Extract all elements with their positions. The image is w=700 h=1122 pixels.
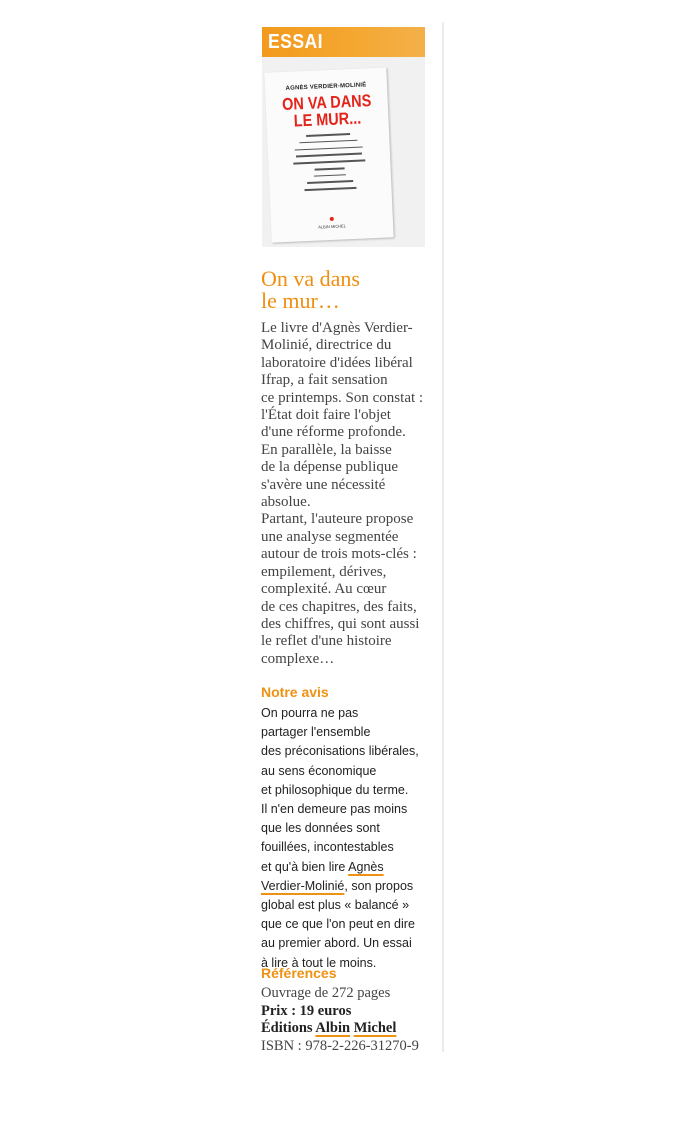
- text-line: autour de trois mots-clés :: [261, 546, 417, 563]
- text-line: s'avère une nécessité: [261, 476, 386, 493]
- text-line: Molinié, directrice du: [261, 337, 392, 354]
- ref-price: Prix : 19 euros: [261, 1002, 352, 1019]
- text-line: On pourra ne pas: [261, 706, 359, 720]
- text-line: fouillées, incontestables: [261, 840, 394, 855]
- avis-body: [261, 704, 441, 973]
- text-line: des chiffres, qui sont aussi: [261, 615, 420, 632]
- article-title: [261, 268, 441, 312]
- publisher-link-michel[interactable]: Michel: [353, 1020, 397, 1036]
- ref-isbn: ISBN : 978-2-226-31270-9: [261, 1037, 419, 1054]
- section-label: ESSAI: [268, 31, 324, 53]
- author-link-first[interactable]: Agnès: [348, 859, 384, 874]
- publisher-link-albin[interactable]: Albin: [315, 1020, 351, 1036]
- text-line: ce printemps. Son constat :: [261, 389, 424, 406]
- cover-title-line: LE MUR...: [293, 108, 362, 131]
- avis-text: et qu'à bien lire: [261, 859, 349, 874]
- text-line: l'État doit faire l'objet: [261, 407, 391, 424]
- article-title-line: le mur…: [261, 288, 340, 313]
- cover-title: [275, 92, 380, 130]
- references-heading: Références: [261, 965, 337, 981]
- text-line: absolue.: [261, 494, 311, 511]
- cover-blurb-lines: [291, 132, 368, 196]
- text-line: à lire à tout le moins.: [261, 955, 377, 970]
- cover-title-line: ON VA DANS: [281, 91, 372, 114]
- ref-publisher-prefix: Éditions: [261, 1020, 316, 1036]
- text-line: complexité. Au cœur: [261, 581, 387, 598]
- avis-text: , son propos: [344, 878, 414, 893]
- text-line: de la dépense publique: [261, 459, 399, 476]
- avis-lines-before: [261, 704, 441, 858]
- text-line: de ces chapitres, des faits,: [261, 598, 417, 615]
- article-body: [261, 320, 441, 668]
- column-divider: [442, 22, 444, 1052]
- avis-lines-after: [261, 896, 441, 973]
- text-line: une analyse segmentée: [261, 528, 399, 545]
- cover-publisher: ALBIN MICHEL: [318, 223, 347, 230]
- text-line: que les données sont: [261, 821, 380, 836]
- text-line: Partant, l'auteure propose: [261, 511, 414, 528]
- text-line: partager l'ensemble: [261, 725, 371, 740]
- text-line: le reflet d'une histoire: [261, 633, 392, 650]
- text-line: Le livre d'Agnès Verdier-: [261, 320, 413, 336]
- text-line: et philosophique du terme.: [261, 782, 409, 797]
- text-line: En parallèle, la baisse: [261, 441, 392, 458]
- avis-heading: Notre avis: [261, 684, 329, 700]
- text-line: laboratoire d'idées libéral: [261, 354, 413, 371]
- text-line: global est plus « balancé »: [261, 898, 410, 913]
- text-line: que ce que l'on peut en dire: [261, 917, 415, 932]
- text-line: d'une réforme profonde.: [261, 424, 406, 441]
- references-body: [261, 985, 446, 1055]
- cover-author: AGNÈS VERDIER-MOLINIÉ: [285, 82, 367, 92]
- avis-line: [261, 877, 441, 896]
- book-cover-image: [264, 67, 393, 242]
- text-line: au premier abord. Un essai: [261, 936, 412, 951]
- ref-pages: Ouvrage de 272 pages: [261, 985, 391, 1001]
- text-line: empilement, dérives,: [261, 563, 387, 580]
- section-header: [262, 27, 425, 57]
- text-line: au sens économique: [261, 763, 377, 778]
- publisher-logo-icon: [330, 217, 334, 221]
- author-link-last[interactable]: Verdier-Molinié: [261, 878, 345, 893]
- avis-line: [261, 858, 441, 877]
- text-line: complexe…: [261, 650, 335, 667]
- text-line: Ifrap, a fait sensation: [261, 372, 388, 389]
- text-line: des préconisations libérales,: [261, 744, 419, 759]
- ref-publisher: [261, 1020, 446, 1038]
- article-title-line: On va dans: [261, 266, 360, 291]
- text-line: Il n'en demeure pas moins: [261, 802, 408, 817]
